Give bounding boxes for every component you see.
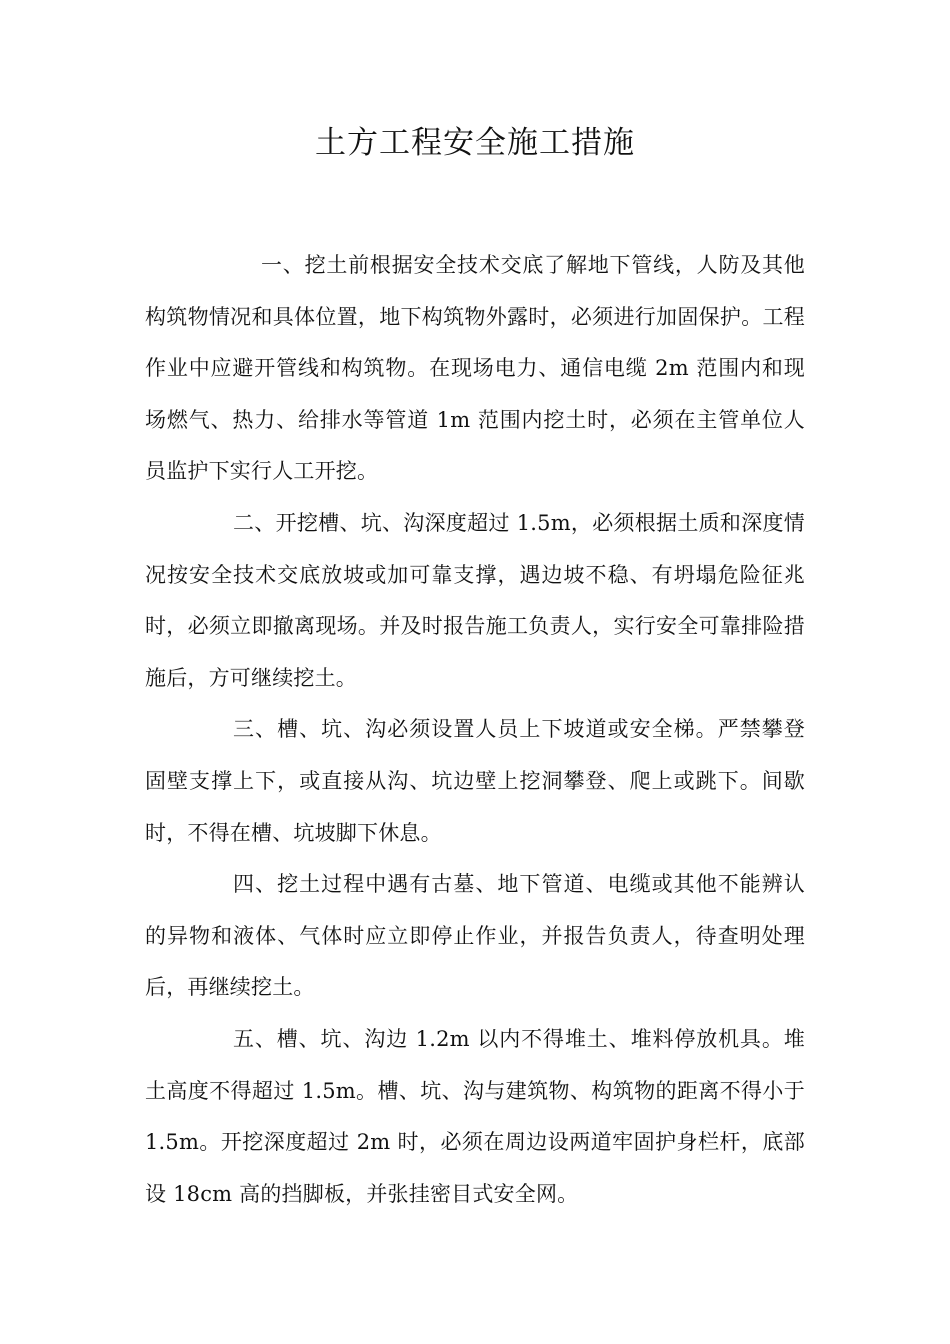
document-title: 土方工程安全施工措施 bbox=[315, 125, 635, 161]
paragraph-4: 四、挖土过程中遇有古墓、地下管道、电缆或其他不能辨认的异物和液体、气体时应立即停止作业，并报告负责人，待查明处理后，再继续挖土。 bbox=[145, 872, 805, 1000]
paragraph-3: 三、槽、坑、沟必须设置人员上下坡道或安全梯。严禁攀登固壁支撑上下，或直接从沟、坑边壁上挖洞攀登、爬上或跳下。间歇时，不得在槽、坑坡脚下休息。 bbox=[145, 717, 805, 845]
paragraph-5: 五、槽、坑、沟边 1.2m 以内不得堆土、堆料停放机具。堆土高度不得超过 1.5m。槽、坑、沟与建筑物、构筑物的距离不得小于 1.5m。开挖深度超过 2m 时，必须在周边设两道牢固护身栏杆，底部设 18cm 高的挡脚板，并张挂密目式安全网。 bbox=[145, 1026, 805, 1206]
paragraph-2: 二、开挖槽、坑、沟深度超过 1.5m，必须根据土质和深度情况按安全技术交底放坡或加可靠支撑，遇边坡不稳、有坍塌危险征兆时，必须立即撤离现场。并及时报告施工负责人，实行安全可靠排险措施后，方可继续挖土。 bbox=[145, 510, 805, 690]
document-body bbox=[145, 240, 805, 1220]
paragraph-1: 一、挖土前根据安全技术交底了解地下管线，人防及其他构筑物情况和具体位置，地下构筑物外露时，必须进行加固保护。工程作业中应避开管线和构筑物。在现场电力、通信电缆 2m 范围内和现场燃气、热力、给排水等管道 1m 范围内挖土时，必须在主管单位人员监护下实行人工开挖。 bbox=[145, 253, 805, 484]
